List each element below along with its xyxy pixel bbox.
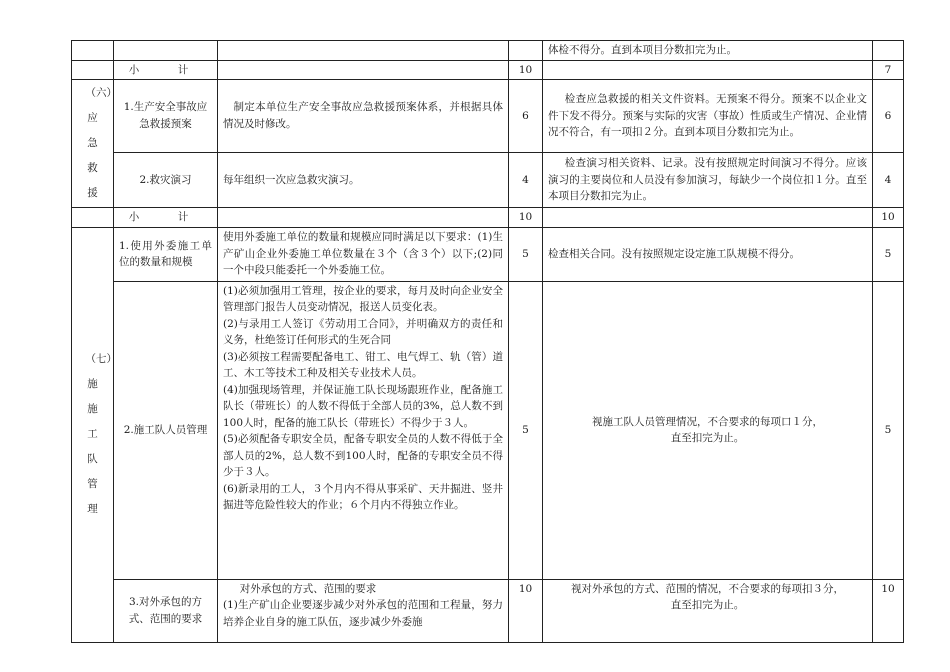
- item-score: 6: [509, 80, 543, 153]
- category-cell: [72, 41, 114, 61]
- category-label: （六）应急救援: [85, 87, 117, 199]
- item-name-cell: [114, 41, 218, 61]
- table-row: [72, 227, 904, 281]
- category-label: （七）施施工队管理: [85, 353, 117, 515]
- item-deduct: 4: [873, 152, 904, 207]
- category-cell: [72, 208, 114, 228]
- item-score: 5: [509, 281, 543, 579]
- category-cell: [72, 60, 114, 80]
- table-row: [72, 281, 904, 579]
- item-name: 3.对外承包的方式、范围的要求: [114, 579, 218, 642]
- method-line: 直至扣完为止。: [670, 599, 745, 611]
- method-cell: [543, 208, 873, 228]
- deduct-cell: [873, 41, 904, 61]
- content-cell: [218, 41, 509, 61]
- item-method: 检查演习相关资料、记录。没有按照规定时间演习不得分。应该演习的主要岗位和人员没有参加演习，每缺少一个岗位扣１分。直至本项目分数扣完为止。: [543, 152, 873, 207]
- item-method: 检查应急救援的相关文件资料。无预案不得分。预案不以企业文件下发不得分。预案与实际的灾害（事故）性质或生产情况、企业情况不符合，有一项扣２分。直到本项目分数扣完为止。: [543, 80, 873, 153]
- method-cell: [543, 60, 873, 80]
- content-paragraph: (5)必须配备专职安全员，配备专职安全员的人数不得低于全部人员的2%，总人数不到100人时，配备的专职安全员不得少于３人。: [223, 433, 503, 478]
- score-cell: [509, 41, 543, 61]
- item-content: 每年组织一次应急救灾演习。: [218, 152, 509, 207]
- item-deduct: 6: [873, 80, 904, 153]
- subtotal-row: [72, 208, 904, 228]
- item-deduct: 5: [873, 281, 904, 579]
- content-cell: [218, 60, 509, 80]
- item-content-list: [218, 281, 509, 579]
- table-row: [72, 152, 904, 207]
- category-cell-contractor: [72, 227, 117, 642]
- item-name: 1.使用外委施工单位的数量和规模: [114, 227, 218, 281]
- item-deduct: 5: [873, 227, 904, 281]
- table-row: [72, 80, 904, 153]
- content-paragraph: (3)必须按工程需要配备电工、钳工、电气焊工、轨（管）道工、木工等技术工种及相关专业技术人员。: [223, 350, 503, 379]
- content-paragraph: (1)必须加强用工管理，按企业的要求，每月及时向企业安全管理部门报告人员变动情况，报送人员变化表。: [223, 284, 503, 313]
- item-deduct: 10: [873, 579, 904, 642]
- item-name: 1.生产安全事故应急救援预案: [114, 80, 218, 153]
- content-paragraph: (4)加强现场管理，并保证施工队长现场跟班作业，配备施工队长（带班长）的人数不得低于全部人员的3%，总人数不到100人时，配备的施工队长（带班长）不得少于３人。: [223, 383, 503, 429]
- table-row: [72, 579, 904, 642]
- item-method: [543, 281, 873, 579]
- item-content: 使用外委施工单位的数量和规模应同时满足以下要求：(1)生产矿山企业外委施工单位数量在３个（含３个）以下;(2)同一个中段只能委托一个外委施工位。: [218, 227, 509, 281]
- item-content: 制定本单位生产安全事故应急救援预案体系，并根据具体情况及时修改。: [218, 80, 509, 153]
- content-paragraph: (2)与录用工人签订《劳动用工合同》，并明确双方的责任和义务，杜绝签订任何形式的生死合同: [223, 317, 503, 346]
- item-score: 5: [509, 227, 543, 281]
- subtotal-deduct: 10: [873, 208, 904, 228]
- subtotal-score: 10: [509, 60, 543, 80]
- item-name: 2.施工队人员管理: [114, 281, 218, 579]
- method-cell: 体检不得分。直到本项目分数扣完为止。: [543, 41, 873, 61]
- subtotal-label: 小 计: [114, 208, 218, 228]
- subtotal-row: [72, 60, 904, 80]
- content-paragraph: (6)新录用的工人，３个月内不得从事采矿、天井掘进、竖井掘进等危险性较大的作业；６个月内不得独立作业。: [223, 482, 503, 511]
- item-method: [543, 579, 873, 642]
- subtotal-label: 小 计: [114, 60, 218, 80]
- item-score: 10: [509, 579, 543, 642]
- item-name: 2.救灾演习: [114, 152, 218, 207]
- subtotal-deduct: 7: [873, 60, 904, 80]
- content-title: 对外承包的方式、范围的要求: [239, 582, 377, 595]
- category-cell-emergency: [72, 80, 117, 208]
- content-cell: [218, 208, 509, 228]
- method-line: 直至扣完为止。: [670, 432, 745, 444]
- content-paragraph: (1)生产矿山企业要逐步减少对外承包的范围和工程量，努力培养企业自身的施工队伍，逐步减少外委施: [223, 599, 503, 628]
- item-content: [218, 579, 509, 642]
- item-method: 检查相关合同。没有按照规定设定施工队规模不得分。: [543, 227, 873, 281]
- item-score: 4: [509, 152, 543, 207]
- table-row: [72, 41, 904, 61]
- method-line: 视对外承包的方式、范围的情况，不合要求的每项扣３分，: [571, 582, 844, 595]
- subtotal-score: 10: [509, 208, 543, 228]
- safety-evaluation-table: [71, 40, 904, 643]
- method-line: 视施工队人员管理情况，不合要求的每项口１分，: [592, 415, 823, 428]
